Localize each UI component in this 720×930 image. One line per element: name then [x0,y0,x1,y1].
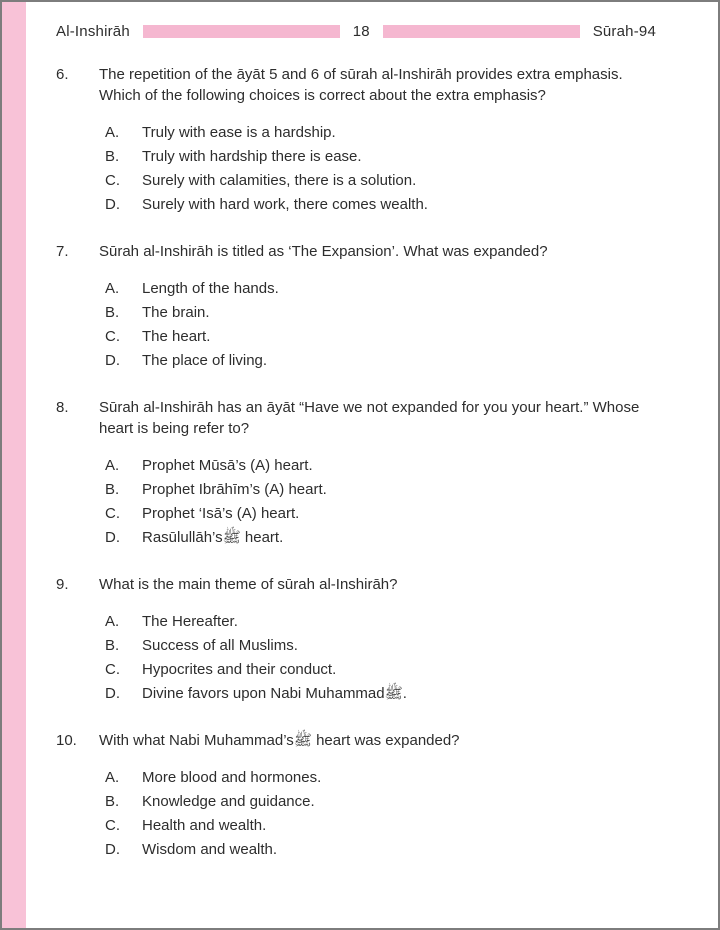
option-text: Divine favors upon Nabi Muhammadﷺ. [142,685,407,702]
option-row [99,682,656,706]
option-row [99,478,656,502]
question-number: 9. [56,576,69,593]
option-row [99,814,656,838]
option-letter: A. [105,457,120,474]
option-row [99,169,656,193]
option-row [99,145,656,169]
question-number: 6. [56,66,69,83]
option-row [99,277,656,301]
page-number: 18 [352,23,370,40]
option-text: Wisdom and wealth. [142,841,278,858]
options-list [99,277,656,373]
options-list [99,610,656,706]
option-text: The heart. [142,328,211,345]
page-content [56,2,656,862]
option-row [99,610,656,634]
page-header [56,23,656,40]
option-letter: C. [105,328,120,345]
option-text: Knowledge and guidance. [142,793,315,810]
header-pink-bar-right [383,25,580,38]
option-row [99,349,656,373]
option-letter: A. [105,613,120,630]
option-letter: B. [105,304,120,321]
header-surah-number: Sūrah-94 [592,23,656,40]
option-row [99,766,656,790]
option-letter: D. [105,841,120,858]
option-row [99,121,656,145]
option-text: Success of all Muslims. [142,637,298,654]
option-letter: D. [105,196,120,213]
question-text: The repetition of the āyāt 5 and 6 of sūrah al-Inshirāh provides extra emphasis. Which of the following choices is correct about the extra emphasis? [99,66,623,104]
option-letter: A. [105,769,120,786]
option-letter: A. [105,124,120,141]
question-7 [56,241,656,373]
options-list [99,121,656,217]
option-row [99,658,656,682]
option-text: Hypocrites and their conduct. [142,661,337,678]
question-8 [56,397,656,550]
question-text: With what Nabi Muhammad’sﷺ heart was expanded? [99,732,460,749]
question-number: 8. [56,399,69,416]
option-letter: B. [105,481,120,498]
option-row [99,301,656,325]
option-letter: B. [105,637,120,654]
option-letter: C. [105,817,120,834]
question-body [99,397,656,550]
option-text: More blood and hormones. [142,769,322,786]
option-text: Health and wealth. [142,817,267,834]
option-row [99,838,656,862]
option-letter: D. [105,685,120,702]
option-letter: B. [105,793,120,810]
question-body [99,730,656,862]
option-text: Prophet Mūsā’s (A) heart. [142,457,313,474]
option-text: Prophet Ibrāhīm’s (A) heart. [142,481,327,498]
header-pink-bar-left [143,25,340,38]
option-text: The place of living. [142,352,268,369]
option-row [99,193,656,217]
option-row [99,526,656,550]
question-10 [56,730,656,862]
option-row [99,502,656,526]
question-body [99,574,656,706]
option-row [99,634,656,658]
options-list [99,454,656,550]
option-letter: C. [105,172,120,189]
option-text: The Hereafter. [142,613,238,630]
option-text: Truly with ease is a hardship. [142,124,336,141]
question-text: Sūrah al-Inshirāh is titled as ‘The Expansion’. What was expanded? [99,243,548,260]
options-list [99,766,656,862]
left-edge-pink-strip [2,2,26,928]
question-text: Sūrah al-Inshirāh has an āyāt “Have we not expanded for you your heart.” Whose heart is being refer to? [99,399,640,437]
option-letter: B. [105,148,120,165]
header-surah-name: Al-Inshirāh [56,23,130,40]
option-text: Prophet ‘Isā’s (A) heart. [142,505,300,522]
question-9 [56,574,656,706]
option-letter: A. [105,280,120,297]
option-row [99,325,656,349]
option-text: Truly with hardship there is ease. [142,148,362,165]
option-letter: D. [105,352,120,369]
question-body [99,64,656,217]
question-body [99,241,656,373]
option-text: The brain. [142,304,210,321]
option-text: Length of the hands. [142,280,279,297]
option-letter: C. [105,661,120,678]
option-row [99,790,656,814]
option-text: Rasūlullāh’sﷺ heart. [142,529,284,546]
option-text: Surely with calamities, there is a solution. [142,172,417,189]
option-letter: C. [105,505,120,522]
question-6 [56,64,656,217]
question-number: 7. [56,243,69,260]
option-letter: D. [105,529,120,546]
question-text: What is the main theme of sūrah al-Inshirāh? [99,576,398,593]
question-number: 10. [56,732,77,749]
option-row [99,454,656,478]
option-text: Surely with hard work, there comes wealth. [142,196,428,213]
